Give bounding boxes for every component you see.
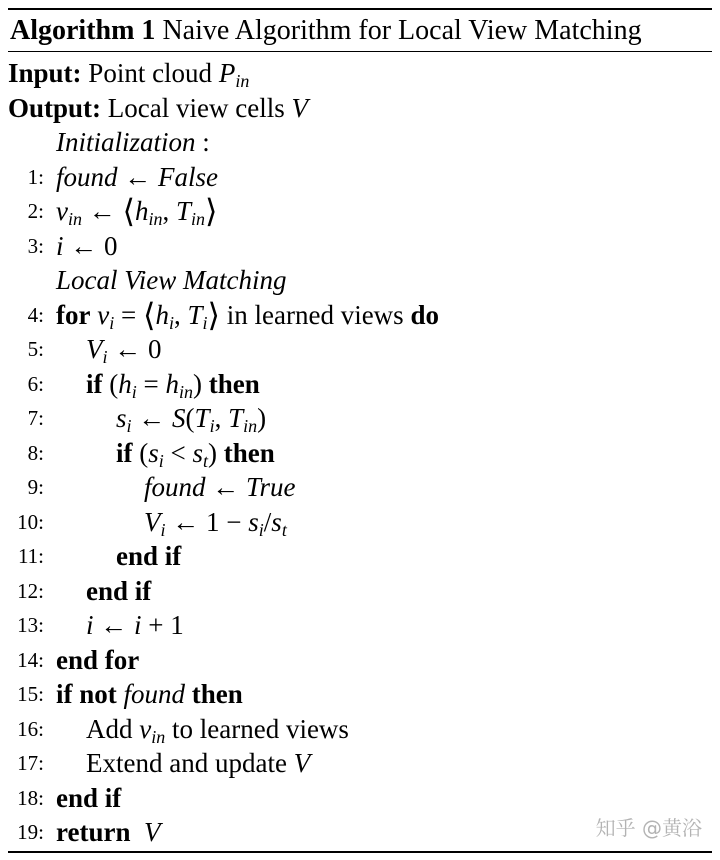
line-number: 7: bbox=[27, 406, 44, 430]
line-number: 12: bbox=[17, 578, 44, 603]
line-number: 1: bbox=[27, 164, 44, 189]
line-number: 17: bbox=[17, 751, 44, 775]
line-number: 8: bbox=[27, 440, 44, 465]
line-number: 9: bbox=[27, 475, 44, 499]
line-number: 10: bbox=[17, 509, 44, 534]
line-number: 16: bbox=[17, 716, 44, 741]
line-number: 3: bbox=[27, 233, 44, 258]
top-rule bbox=[8, 8, 712, 10]
line-number: 14: bbox=[17, 647, 44, 672]
algorithm-name: Naive Algorithm for Local View Matching bbox=[162, 15, 642, 46]
line-number: 4: bbox=[27, 302, 44, 327]
line-number: 15: bbox=[17, 682, 44, 706]
line-number: 19: bbox=[17, 820, 44, 844]
line-number: 11: bbox=[17, 544, 44, 568]
line-number: 13: bbox=[17, 613, 44, 637]
zhihu-watermark: 知乎 @黄浴 bbox=[595, 816, 702, 840]
line-number: 18: bbox=[17, 785, 44, 810]
algorithm-label: Algorithm 1 bbox=[10, 15, 156, 46]
line-number: 5: bbox=[27, 337, 44, 361]
line-number: 2: bbox=[27, 199, 44, 223]
line-number: 6: bbox=[27, 371, 44, 396]
algorithm-title bbox=[10, 12, 642, 50]
title-rule bbox=[8, 51, 712, 52]
bottom-rule bbox=[8, 851, 712, 853]
